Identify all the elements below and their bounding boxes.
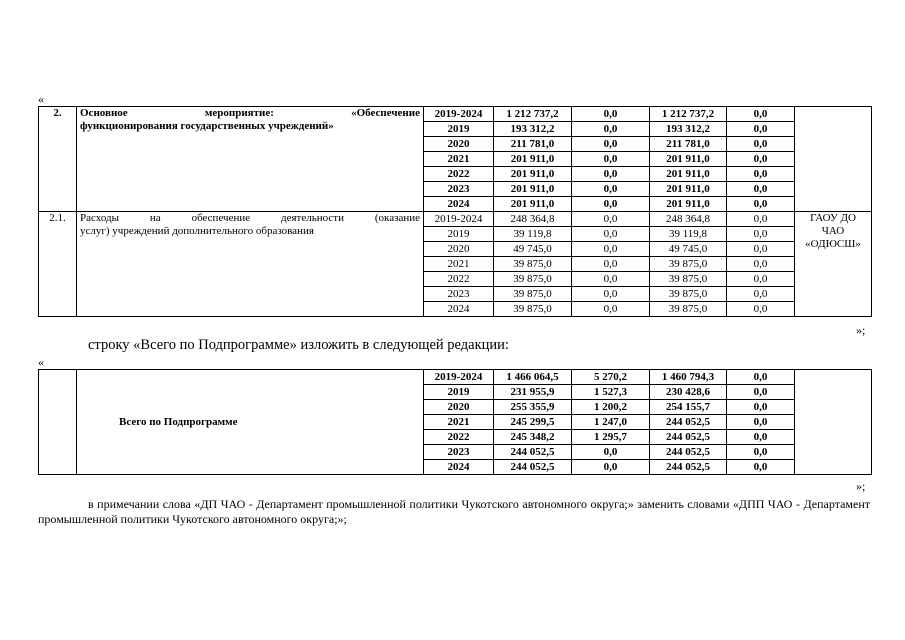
executor-cell: ГАОУ ДО ЧАО «ОДЮСШ»	[795, 212, 872, 317]
period-cell: 2020	[424, 137, 494, 152]
period-cell: 2019-2024	[424, 370, 494, 385]
close-quote-mark: »;	[856, 323, 866, 337]
amount-cell: 0,0	[727, 107, 795, 122]
amount-cell: 0,0	[727, 227, 795, 242]
executor-cell	[795, 107, 872, 212]
amount-cell: 0,0	[727, 167, 795, 182]
amount-cell: 39 875,0	[650, 257, 727, 272]
amount-cell: 5 270,2	[572, 370, 650, 385]
period-cell: 2021	[424, 415, 494, 430]
table-row	[39, 107, 872, 122]
amount-cell: 0,0	[727, 122, 795, 137]
open-quote-mark-2: «	[38, 355, 44, 369]
amount-cell: 211 781,0	[494, 137, 572, 152]
amount-cell: 0,0	[572, 212, 650, 227]
amount-cell: 245 348,2	[494, 430, 572, 445]
amount-cell: 0,0	[727, 212, 795, 227]
period-cell: 2023	[424, 287, 494, 302]
amount-cell: 0,0	[727, 272, 795, 287]
amount-cell: 201 911,0	[650, 167, 727, 182]
program-table-body	[39, 107, 872, 317]
amount-cell: 201 911,0	[494, 182, 572, 197]
amount-cell: 193 312,2	[650, 122, 727, 137]
measure-name-line: функционирования государственных учреждений»	[80, 120, 334, 132]
amount-cell: 0,0	[572, 182, 650, 197]
period-cell: 2019-2024	[424, 212, 494, 227]
period-cell: 2024	[424, 460, 494, 475]
period-cell: 2020	[424, 242, 494, 257]
amount-cell: 0,0	[572, 137, 650, 152]
amount-cell: 0,0	[727, 385, 795, 400]
amount-cell: 0,0	[572, 272, 650, 287]
amount-cell: 193 312,2	[494, 122, 572, 137]
amount-cell: 0,0	[727, 460, 795, 475]
amount-cell: 245 299,5	[494, 415, 572, 430]
amount-cell: 0,0	[572, 445, 650, 460]
amount-cell: 201 911,0	[650, 182, 727, 197]
amount-cell: 0,0	[572, 257, 650, 272]
amount-cell: 49 745,0	[494, 242, 572, 257]
amount-cell: 39 875,0	[494, 272, 572, 287]
amount-cell: 39 875,0	[494, 287, 572, 302]
period-cell: 2020	[424, 400, 494, 415]
table-row	[39, 212, 872, 227]
period-cell: 2019	[424, 122, 494, 137]
amount-cell: 0,0	[572, 167, 650, 182]
amount-cell: 39 875,0	[494, 257, 572, 272]
amount-cell: 39 119,8	[494, 227, 572, 242]
period-cell: 2022	[424, 272, 494, 287]
amount-cell: 0,0	[572, 122, 650, 137]
amount-cell: 201 911,0	[494, 167, 572, 182]
period-cell: 2023	[424, 182, 494, 197]
amount-cell: 244 052,5	[650, 460, 727, 475]
amount-cell: 255 355,9	[494, 400, 572, 415]
amount-cell: 0,0	[572, 287, 650, 302]
amount-cell: 0,0	[572, 152, 650, 167]
period-cell: 2019	[424, 385, 494, 400]
total-label: Всего по Подпрограмме	[77, 370, 424, 475]
amount-cell: 1 212 737,2	[650, 107, 727, 122]
amount-cell: 39 875,0	[650, 287, 727, 302]
period-cell: 2024	[424, 197, 494, 212]
measure-name-line: Основное мероприятие: «Обеспечение	[80, 107, 420, 119]
amount-cell: 0,0	[572, 302, 650, 317]
period-cell: 2021	[424, 152, 494, 167]
amount-cell: 230 428,6	[650, 385, 727, 400]
amount-cell: 1 295,7	[572, 430, 650, 445]
amount-cell: 39 875,0	[650, 302, 727, 317]
measure-name	[77, 107, 424, 212]
subprogram-total-table	[38, 369, 872, 475]
amount-cell: 0,0	[727, 197, 795, 212]
amount-cell: 1 460 794,3	[650, 370, 727, 385]
period-cell: 2021	[424, 257, 494, 272]
amount-cell: 0,0	[727, 257, 795, 272]
amount-cell: 0,0	[727, 182, 795, 197]
amount-cell: 1 527,3	[572, 385, 650, 400]
subprogram-total-table-body	[39, 370, 872, 475]
row-number	[39, 370, 77, 475]
period-cell: 2019-2024	[424, 107, 494, 122]
executor-cell	[795, 370, 872, 475]
open-quote-mark: «	[38, 92, 44, 106]
amount-cell: 244 052,5	[494, 445, 572, 460]
table-row	[39, 370, 872, 385]
amount-cell: 0,0	[727, 430, 795, 445]
amount-cell: 0,0	[727, 400, 795, 415]
amount-cell: 244 052,5	[494, 460, 572, 475]
measure-name	[77, 212, 424, 317]
amount-cell: 211 781,0	[650, 137, 727, 152]
amount-cell: 244 052,5	[650, 430, 727, 445]
period-cell: 2022	[424, 430, 494, 445]
amount-cell: 201 911,0	[494, 152, 572, 167]
amount-cell: 1 247,0	[572, 415, 650, 430]
amount-cell: 0,0	[572, 227, 650, 242]
amount-cell: 1 212 737,2	[494, 107, 572, 122]
program-table	[38, 106, 872, 317]
row-number: 2.	[39, 107, 77, 212]
amount-cell: 0,0	[727, 242, 795, 257]
amount-cell: 0,0	[727, 302, 795, 317]
row-number: 2.1.	[39, 212, 77, 317]
period-cell: 2024	[424, 302, 494, 317]
amount-cell: 1 466 064,5	[494, 370, 572, 385]
amount-cell: 254 155,7	[650, 400, 727, 415]
amount-cell: 0,0	[572, 107, 650, 122]
amount-cell: 0,0	[727, 152, 795, 167]
amount-cell: 49 745,0	[650, 242, 727, 257]
amount-cell: 244 052,5	[650, 415, 727, 430]
amount-cell: 0,0	[727, 445, 795, 460]
measure-name-line: услуг) учреждений дополнительного образования	[80, 225, 314, 237]
note-paragraph: в примечании слова «ДП ЧАО - Департамент промышленной политики Чукотского автономного округа;» заменить словами «ДПП ЧАО - Департамент промышленной политики Чукотского автономного округа;»;	[38, 497, 870, 526]
amount-cell: 1 200,2	[572, 400, 650, 415]
period-cell: 2022	[424, 167, 494, 182]
amount-cell: 39 875,0	[494, 302, 572, 317]
amount-cell: 0,0	[727, 287, 795, 302]
period-cell: 2019	[424, 227, 494, 242]
amount-cell: 39 119,8	[650, 227, 727, 242]
instruction-text: строку «Всего по Подпрограмме» изложить в следующей редакции:	[88, 337, 509, 353]
amount-cell: 248 364,8	[494, 212, 572, 227]
amount-cell: 0,0	[572, 242, 650, 257]
amount-cell: 39 875,0	[650, 272, 727, 287]
amount-cell: 0,0	[572, 197, 650, 212]
period-cell: 2023	[424, 445, 494, 460]
amount-cell: 0,0	[727, 137, 795, 152]
amount-cell: 201 911,0	[494, 197, 572, 212]
amount-cell: 248 364,8	[650, 212, 727, 227]
amount-cell: 201 911,0	[650, 152, 727, 167]
amount-cell: 0,0	[727, 415, 795, 430]
amount-cell: 244 052,5	[650, 445, 727, 460]
amount-cell: 231 955,9	[494, 385, 572, 400]
measure-name-line: Расходы на обеспечение деятельности (оказание	[80, 212, 420, 224]
amount-cell: 0,0	[727, 370, 795, 385]
amount-cell: 0,0	[572, 460, 650, 475]
close-quote-mark-2: »;	[856, 479, 866, 493]
amount-cell: 201 911,0	[650, 197, 727, 212]
